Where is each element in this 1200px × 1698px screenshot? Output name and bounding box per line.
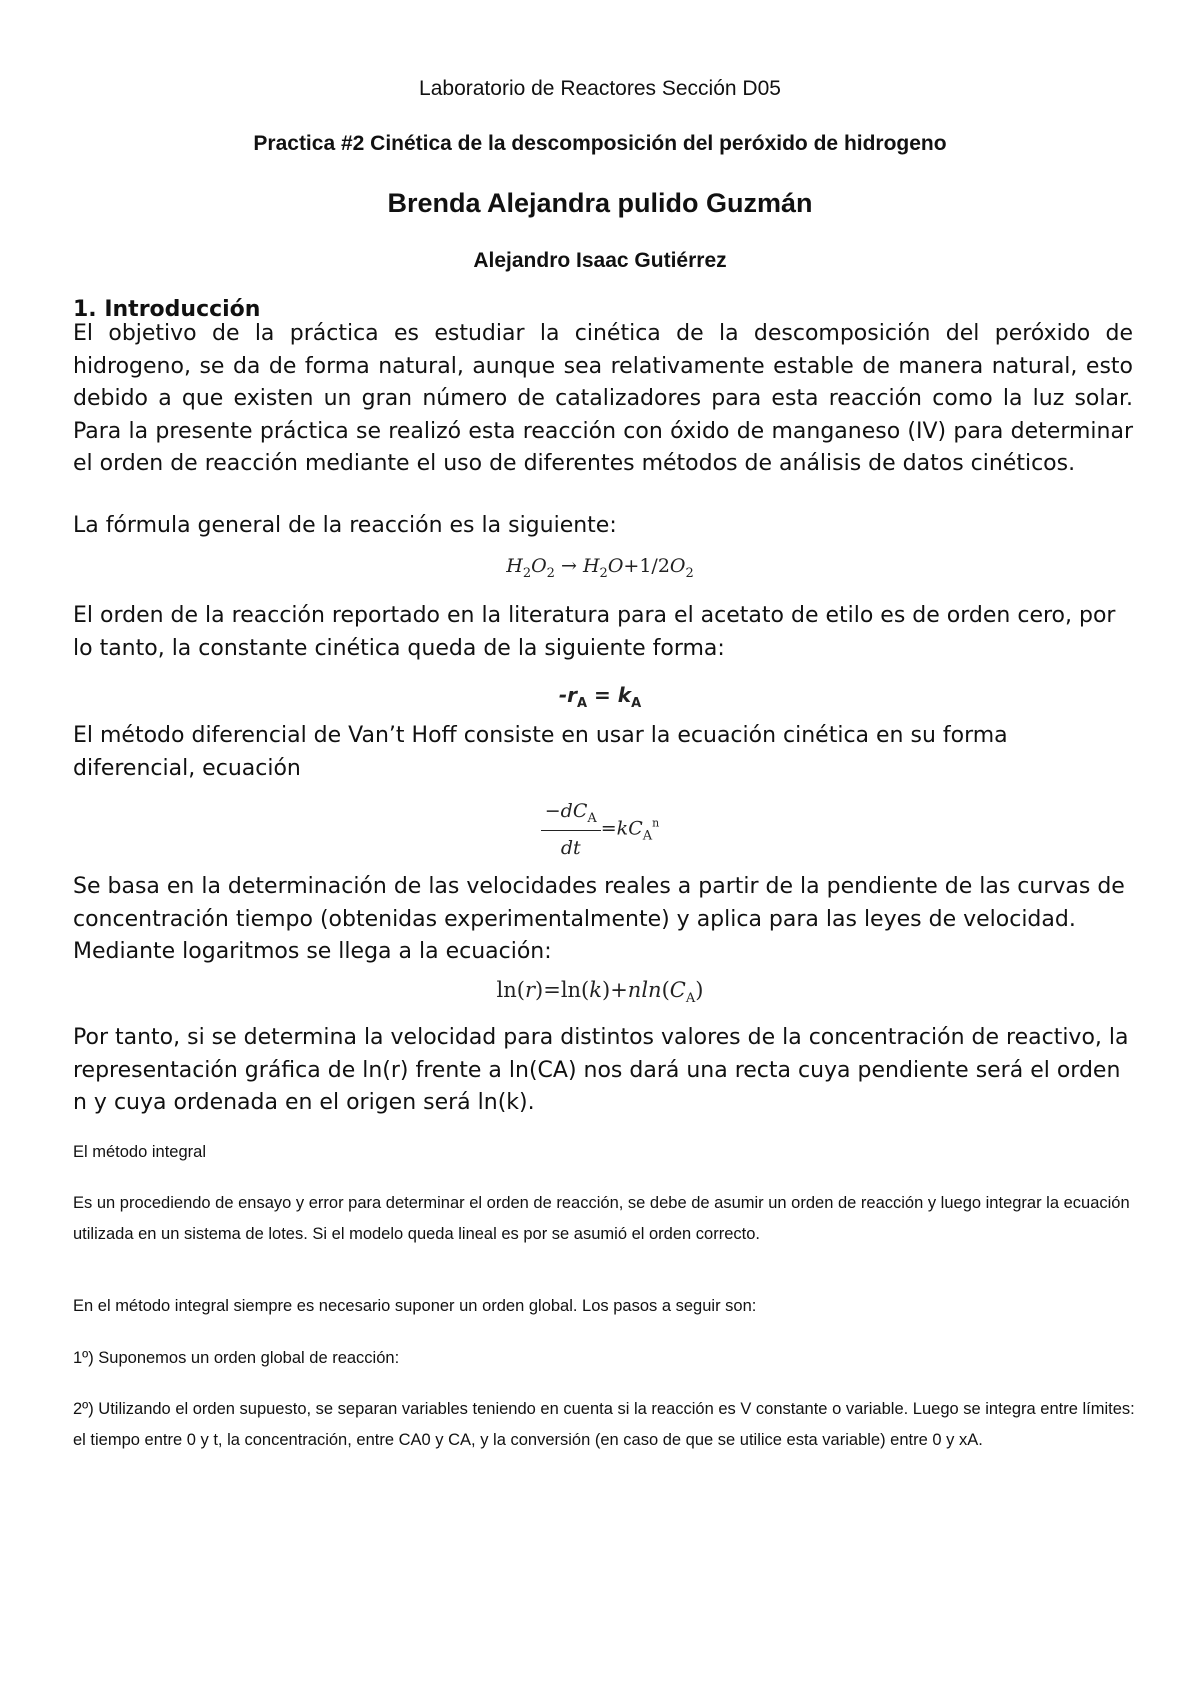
reaction-equation: $H_2O_2 \to H_2O+1/2O_2$ <box>506 555 694 581</box>
basis-paragraph: Se basa en la determinación de las velocidades reales a partir de la pendiente de las curvas de concentración tiempo (obtenidas experimentalmente) y aplica para las leyes de velocidad. Mediante logaritmos se llega a la ecuación: <box>73 874 1125 965</box>
integral-method-paragraph-2: En el método integral siempre es necesario suponer un orden global. Los pasos a seguir son: <box>73 1297 757 1315</box>
integral-step-1: 1º) Suponemos un orden global de reacción: <box>73 1349 400 1367</box>
lab-title: Laboratorio de Reactores Sección D05 <box>419 77 781 100</box>
rate-law-equation: $-r_A = k_A$ <box>558 683 642 711</box>
student-name-2: Alejandro Isaac Gutiérrez <box>473 249 727 272</box>
student-name-1: Brenda Alejandra pulido Guzmán <box>387 188 813 218</box>
integral-step-2: 2º) Utilizando el orden supuesto, se separan variables teniendo en cuenta si la reacción es V constante o variable. Luego se integra entre límites: el tiempo entre 0 y t, la concentración, entre CA0 y CA, y la conversión (en caso de que se utilice esta variable) entre 0 y xA. <box>73 1400 1135 1449</box>
vant-hoff-paragraph: El método diferencial de Van’t Hoff consiste en usar la ecuación cinética en su forma diferencial, ecuación <box>73 723 1008 781</box>
conclusion-paragraph: Por tanto, si se determina la velocidad para distintos valores de la concentración de reactivo, la representación gráfica de ln(r) frente a ln(CA) nos dará una recta cuya pendiente será el orden n y cuya ordenada en el origen será ln(k). <box>73 1025 1129 1116</box>
section-heading-introduccion: 1. Introducción <box>73 297 261 322</box>
intro-paragraph: El objetivo de la práctica es estudiar la cinética de la descomposición del peróxido de hidrogeno, se da de forma natural, aunque sea relativamente estable de manera natural, esto debido a que existen un gran número de catalizadores para esta reacción como la luz solar. Para la presente práctica se realizó esta reacción con óxido de manganeso (IV) para determinar el orden de reacción mediante el uso de diferentes métodos de análisis de datos cinéticos. <box>73 321 1133 477</box>
integral-method-heading: El método integral <box>73 1143 206 1161</box>
order-paragraph: El orden de la reacción reportado en la literatura para el acetato de etilo es de orden cero, por lo tanto, la constante cinética queda de la siguiente forma: <box>73 603 1116 661</box>
log-equation: $\ln(r)=\ln(k)+nln(C_A)$ <box>496 978 704 1006</box>
practice-title: Practica #2 Cinética de la descomposición del peróxido de hidrogeno <box>253 132 947 155</box>
differential-equation: $\frac{-dC_A}{dt}$ $=kC_A^n$ <box>0 800 1200 859</box>
formula-intro: La fórmula general de la reacción es la siguiente: <box>73 513 617 538</box>
integral-method-paragraph-1: Es un procediendo de ensayo y error para determinar el orden de reacción, se debe de asumir un orden de reacción y luego integrar la ecuación utilizada en un sistema de lotes. Si el modelo queda lineal es por se asumió el orden correcto. <box>73 1194 1130 1243</box>
